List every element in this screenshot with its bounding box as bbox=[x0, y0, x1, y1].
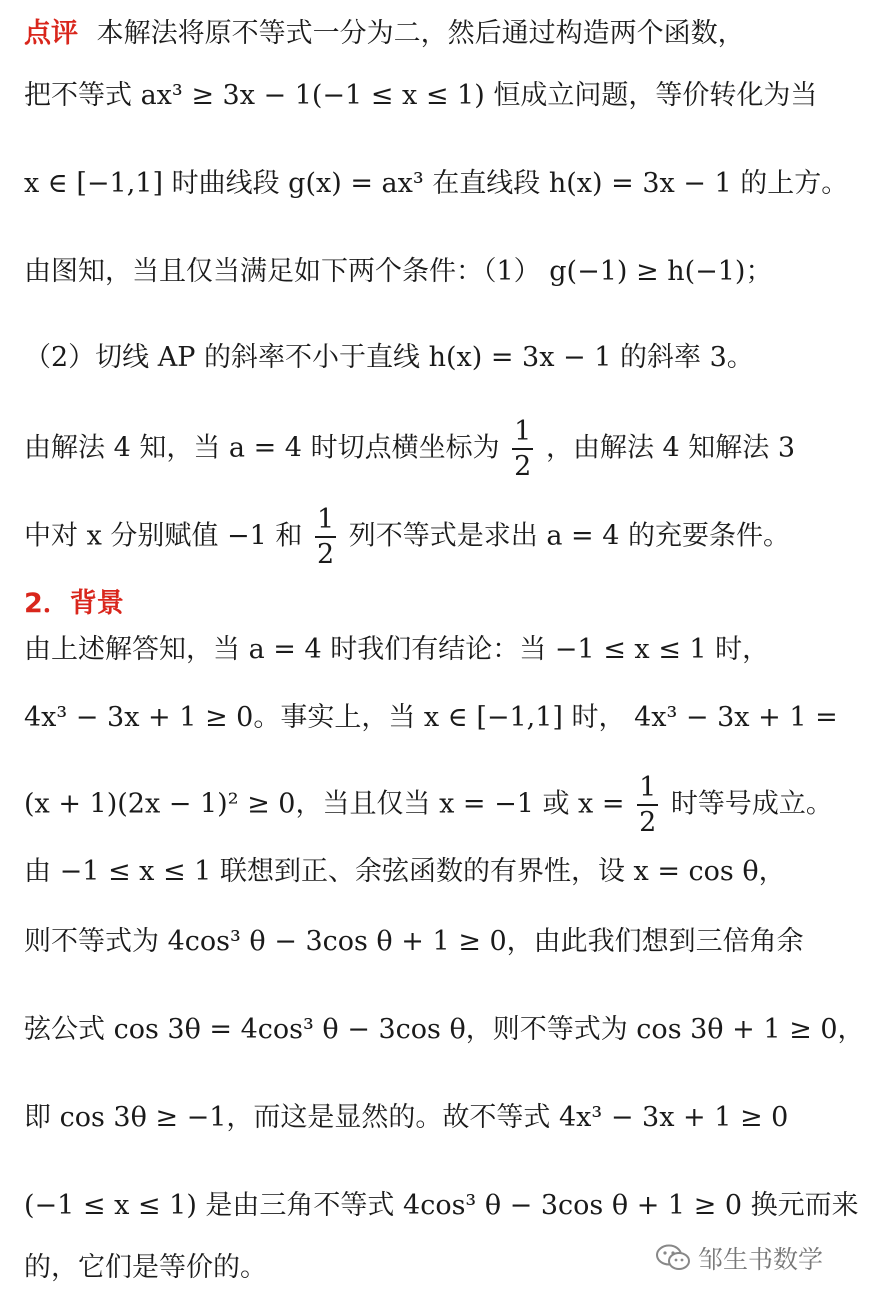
line-16: 的，它们是等价的。 bbox=[24, 1252, 267, 1283]
line-10-text-b: 时等号成立。 bbox=[670, 788, 833, 820]
fraction-one-half bbox=[637, 774, 658, 836]
line-14: 即 cos 3θ ≥ −1，而这是显然的。故不等式 4x³ − 3x + 1 ≥ 0 bbox=[24, 1102, 789, 1133]
line-3: x ∈ [−1,1] 时曲线段 g(x) = ax³ 在直线段 h(x) = 3x − 1 的上方。 bbox=[24, 168, 849, 199]
line-8: 由上述解答知，当 a = 4 时我们有结论：当 −1 ≤ x ≤ 1 时， bbox=[24, 634, 770, 665]
fraction-denominator: 2 bbox=[316, 539, 335, 570]
line-7-text-b: 列不等式是求出 a = 4 的充要条件。 bbox=[348, 520, 790, 552]
fraction-denominator: 2 bbox=[639, 807, 657, 838]
line-4: 由图知，当且仅当满足如下两个条件：（1） g(−1) ≥ h(−1)； bbox=[24, 256, 773, 287]
line-11: 由 −1 ≤ x ≤ 1 联想到正、余弦函数的有界性，设 x = cos θ， bbox=[24, 856, 786, 887]
fraction-numerator: 1 bbox=[512, 418, 533, 450]
line-1 bbox=[24, 16, 745, 52]
fraction-denominator: 2 bbox=[514, 451, 532, 482]
line-6-text-a: 由解法 4 知，当 a = 4 时切点横坐标为 bbox=[24, 432, 500, 464]
line-1-text: 本解法将原不等式一分为二，然后通过构造两个函数， bbox=[96, 18, 745, 49]
line-9: 4x³ − 3x + 1 ≥ 0。事实上，当 x ∈ [−1,1] 时， 4x³ − 3x + 1 = bbox=[24, 702, 838, 733]
line-5: （2）切线 AP 的斜率不小于直线 h(x) = 3x − 1 的斜率 3。 bbox=[24, 342, 754, 373]
comment-tag: 点评 bbox=[24, 18, 78, 49]
fraction-numerator: 1 bbox=[637, 774, 658, 806]
wechat-icon bbox=[654, 1243, 692, 1273]
fraction-one-half bbox=[315, 506, 336, 568]
line-2: 把不等式 ax³ ≥ 3x − 1(−1 ≤ x ≤ 1) 恒成立问题，等价转化为当 bbox=[24, 80, 818, 111]
line-6-text-b: ，由解法 4 知解法 3 bbox=[545, 432, 796, 464]
section-heading: 2．背景 bbox=[24, 588, 124, 619]
line-12: 则不等式为 4cos³ θ − 3cos θ + 1 ≥ 0，由此我们想到三倍角余 bbox=[24, 926, 804, 957]
watermark-text: 邹生书数学 bbox=[698, 1245, 824, 1274]
line-7 bbox=[24, 506, 790, 568]
line-13: 弦公式 cos 3θ = 4cos³ θ − 3cos θ，则不等式为 cos 3θ + 1 ≥ 0， bbox=[24, 1014, 865, 1045]
fraction-numerator: 1 bbox=[315, 506, 336, 538]
line-15: (−1 ≤ x ≤ 1) 是由三角不等式 4cos³ θ − 3cos θ + 1 ≥ 0 换元而来 bbox=[24, 1190, 859, 1221]
line-10 bbox=[24, 774, 833, 836]
line-10-text-a: (x + 1)(2x − 1)² ≥ 0，当且仅当 x = −1 或 x = bbox=[24, 788, 625, 820]
watermark bbox=[654, 1240, 823, 1276]
line-7-text-a: 中对 x 分别赋值 −1 和 bbox=[24, 520, 303, 552]
line-6 bbox=[24, 418, 795, 480]
fraction-one-half bbox=[512, 418, 533, 480]
